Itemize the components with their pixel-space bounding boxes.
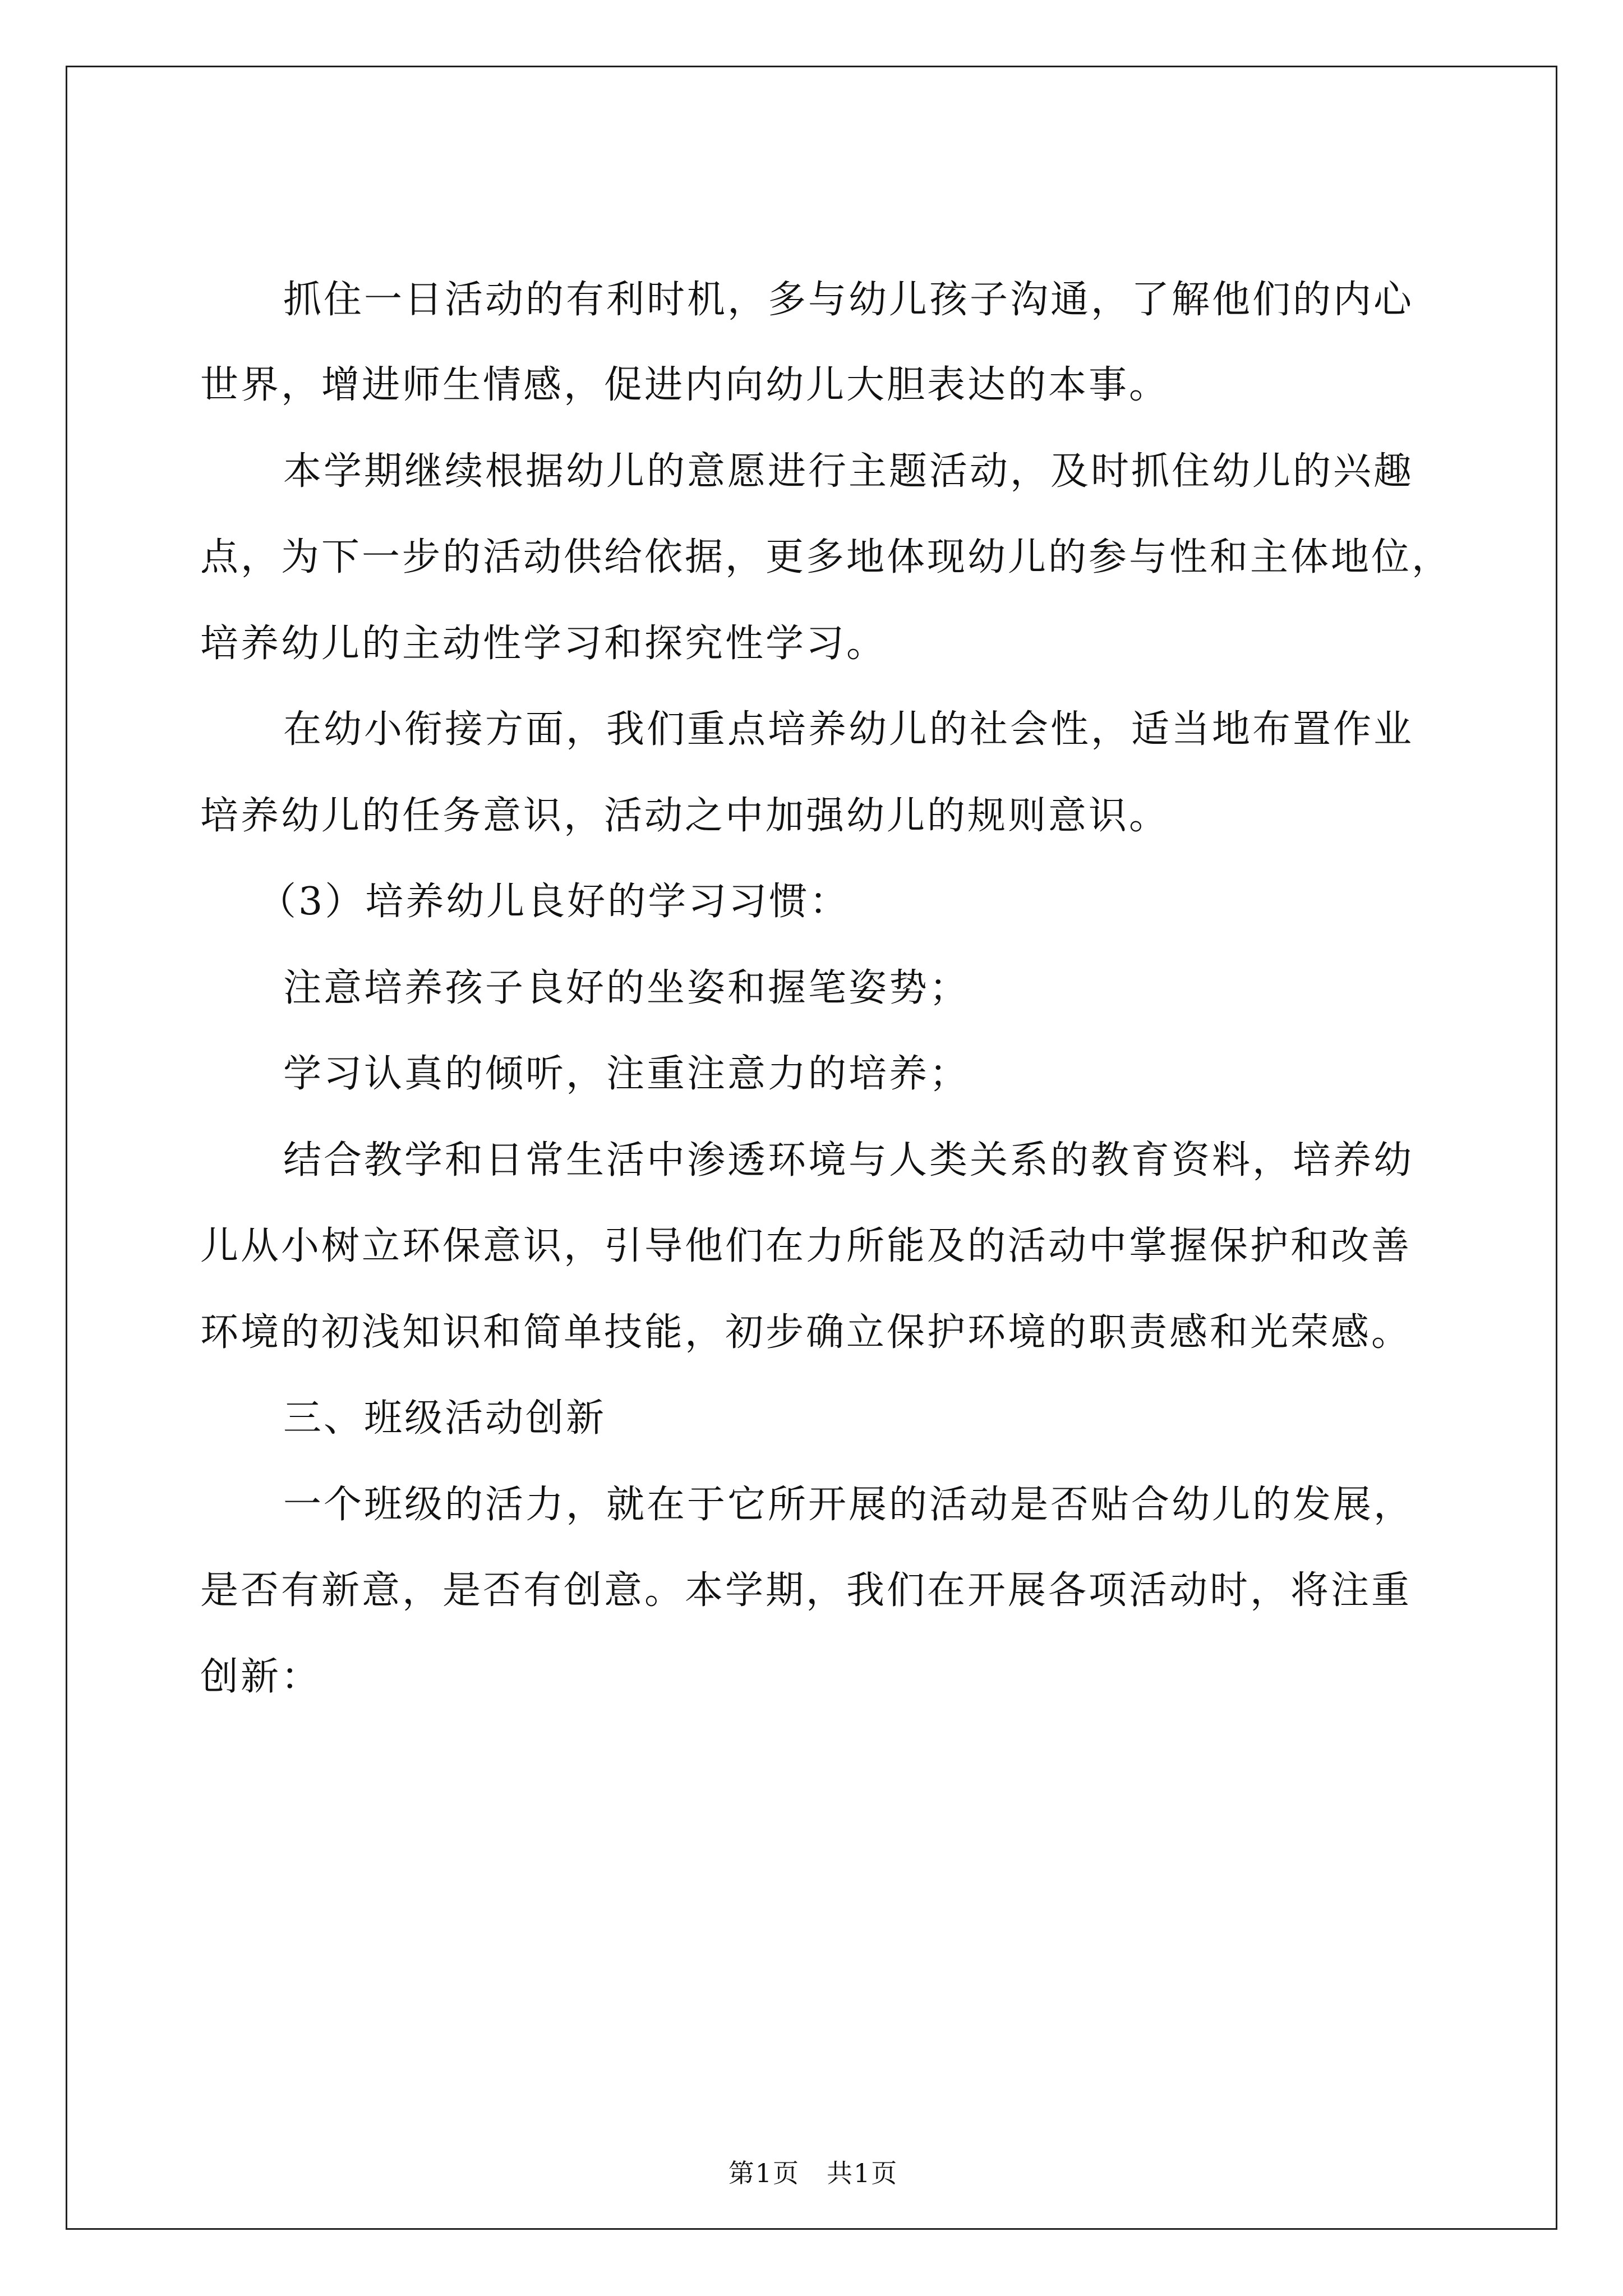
text-line: 世界，增进师生情感，促进内向幼儿大胆表达的本事。 <box>200 363 1170 407</box>
page-footer: 第1页 共1页 <box>728 2158 898 2188</box>
text-line: 点，为下一步的活动供给依据，更多地体现幼儿的参与性和主体地位， <box>200 535 1453 579</box>
text-line: 培养幼儿的主动性学习和探究性学习。 <box>200 622 887 666</box>
text-line: 抓住一日活动的有利时机，多与幼儿孩子沟通，了解他们的内心 <box>283 278 1414 322</box>
text-line: 环境的初浅知识和简单技能，初步确立保护环境的职责感和光荣感。 <box>200 1310 1412 1355</box>
text-line: 本学期继续根据幼儿的意愿进行主题活动，及时抓住幼儿的兴趣 <box>283 449 1414 494</box>
text-line: （3）培养幼儿良好的学习习惯： <box>258 880 850 924</box>
section-heading: 三、班级活动创新 <box>283 1396 607 1441</box>
page-border <box>66 66 1557 2230</box>
text-line: 学习认真的倾听，注重注意力的培养； <box>283 1052 970 1096</box>
text-line: 结合教学和日常生活中渗透环境与人类关系的教育资料，培养幼 <box>283 1138 1414 1182</box>
text-line: 是否有新意，是否有创意。本学期，我们在开展各项活动时，将注重 <box>200 1568 1412 1613</box>
text-line: 注意培养孩子良好的坐姿和握笔姿势； <box>283 966 970 1010</box>
text-line: 培养幼儿的任务意识，活动之中加强幼儿的规则意识。 <box>200 794 1170 838</box>
text-line: 创新： <box>200 1655 322 1699</box>
text-line: 一个班级的活力，就在于它所开展的活动是否贴合幼儿的发展， <box>283 1483 1414 1527</box>
text-line: 儿从小树立环保意识，引导他们在力所能及的活动中掌握保护和改善 <box>200 1224 1412 1268</box>
text-line: 在幼小衔接方面，我们重点培养幼儿的社会性，适当地布置作业 <box>283 707 1414 752</box>
